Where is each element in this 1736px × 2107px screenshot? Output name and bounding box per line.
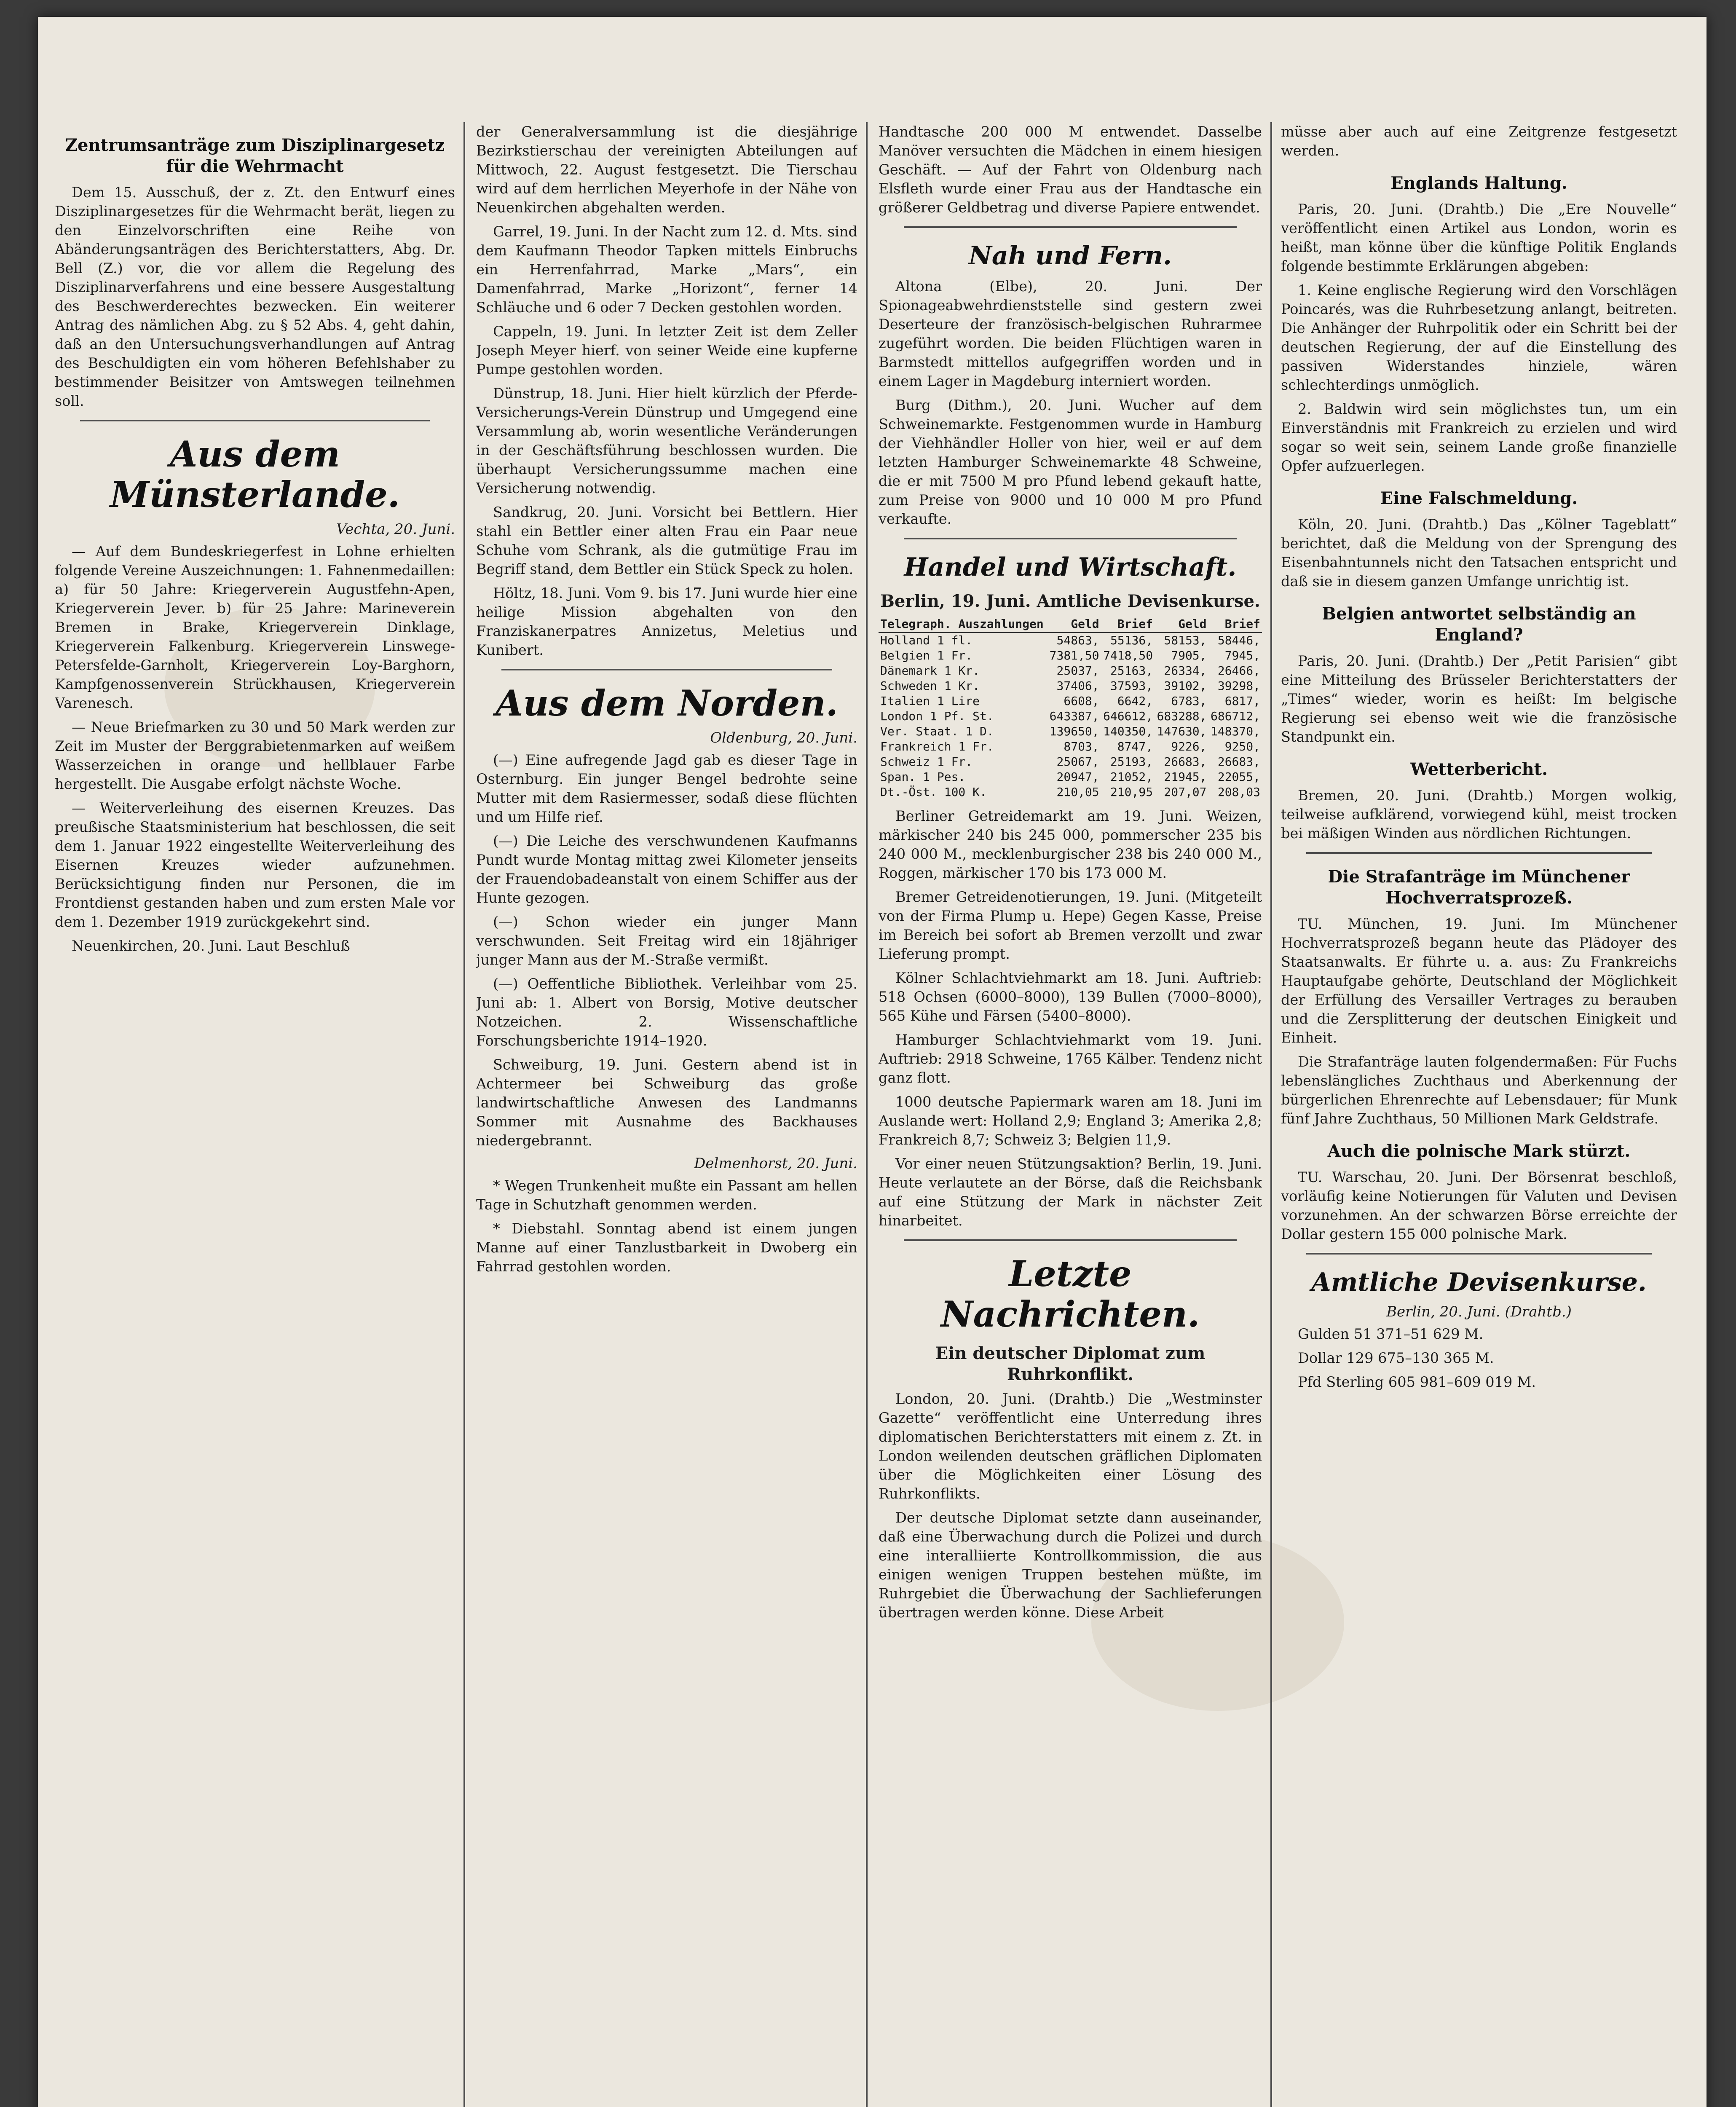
- article-text: TU. München, 19. Juni. Im Münchener Hochverratsprozeß begann heute das Plädoyer des Staatsanwalts. Er führte u. a. aus: Zu Frankreichs Hauptaufgabe gehörte, Deutschland der Möglichkeit der Erfüllung des Versailler Vertrages zu berauben und die Zersplitterung der deutschen Einigkeit und Einheit.: [1281, 916, 1677, 1046]
- dateline: Delmenhorst, 20. Juni.: [694, 1155, 857, 1172]
- article-text: Garrel, 19. Juni. In der Nacht zum 12. d. Mts. sind dem Kaufmann Theodor Tapken mittels Einbruchs ein Herrenfahrrad, Marke „Mars“, ein Damenfahrrad, Marke „Horizont“, ferner 14 Schläuche und 6 oder 7 Decken gestohlen worden.: [476, 223, 857, 316]
- column-4: [1281, 122, 1677, 2107]
- table-cell: 58153,: [1164, 633, 1207, 647]
- table-cell: 6817,: [1224, 694, 1260, 708]
- article-text: Vor einer neuen Stützungsaktion? Berlin, 19. Juni. Heute verlautete an der Börse, daß die Reichsbank auf eine Stützung der Mark in nächster Zeit hinarbeitet.: [879, 1155, 1262, 1229]
- table-cell: 37406,: [1056, 679, 1099, 693]
- article-text: (—) Die Leiche des verschwundenen Kaufmanns Pundt wurde Montag mittag zwei Kilometer jenseits der Frauendobadeanstalt von einem Schiffer aus der Hunte gezogen.: [476, 833, 857, 906]
- column-rule: [1270, 122, 1272, 2107]
- article-text: Bremen, 20. Juni. (Drahtb.) Morgen wolkig, teilweise aufklärend, vorwiegend kühl, meist trocken bei mäßigen Winden aus nördlichen Richtungen.: [1281, 787, 1677, 842]
- headline: Englands Haltung.: [1390, 173, 1567, 193]
- article-text: (—) Oeffentliche Bibliothek. Verleihbar vom 25. Juni ab: 1. Albert von Borsig, Motive deutscher Notzeichen. 2. Wissenschaftliche Forschungsberichte 1914–1920.: [476, 976, 857, 1049]
- exchange-rate-table: [879, 616, 1262, 800]
- table-cell: 148370,: [1210, 724, 1260, 738]
- article-text: * Diebstahl. Sonntag abend ist einem jungen Manne auf einer Tanzlustbarkeit in Dwoberg ein Fahrrad gestohlen worden.: [476, 1220, 857, 1275]
- table-row: [879, 785, 1262, 800]
- table-cell: 25193,: [1110, 755, 1153, 769]
- article-text: — Neue Briefmarken zu 30 und 50 Mark werden zur Zeit im Muster der Berggrabietenmarken auf weißem Wasserzeichen in orange und hellblauer Farbe hergestellt. Die Ausgabe erfolgt nächste Woche.: [55, 719, 455, 792]
- divider: [1306, 852, 1652, 854]
- table-cell: 147630,: [1157, 724, 1207, 738]
- table-header: Geld: [1047, 616, 1101, 633]
- article-text: 2. Baldwin wird sein möglichstes tun, um ein Einverständnis mit Frankreich zu erzielen und wird sogar so weit sein, seinem Lande große finanzielle Opfer aufzuerlegen.: [1281, 401, 1677, 474]
- divider: [904, 226, 1237, 228]
- subheading: Ein deutscher Diplomat zum Ruhrkonflikt.: [935, 1343, 1206, 1384]
- rate-line: Gulden 51 371–51 629 M.: [1298, 1326, 1484, 1342]
- article-text: Altona (Elbe), 20. Juni. Der Spionageabwehrdienststelle sind gestern zwei Deserteure der französisch-belgischen Ruhrarmee zugeführt worden. Die beiden Flüchtigen waren in Barmstedt mittellos aufgegriffen worden und in einem Lager in Magdeburg interniert worden.: [879, 278, 1262, 389]
- article-text: Bremer Getreidenotierungen, 19. Juni. (Mitgeteilt von der Firma Plump u. Hepe) Gegen Kasse, Preise im Bereich bei sofort ab Bremen verzollt und zwar Lieferung prompt.: [879, 889, 1262, 962]
- table-row: [879, 648, 1262, 663]
- table-cell: Schweden 1 Kr.: [880, 679, 980, 693]
- table-cell: 139650,: [1049, 724, 1099, 738]
- table-cell: 21052,: [1110, 770, 1153, 784]
- article-text: — Weiterverleihung des eisernen Kreuzes. Das preußische Staatsministerium hat beschlossen, die seit dem 1. Januar 1922 eingestellte Weiterverleihung des Eisernen Kreuzes wieder aufzunehmen. Berücksichtigung finden nur Personen, die im Frontdienst gestanden haben und zum ersten Male vor dem 1. Dezember 1919 zurückgekehrt sind.: [55, 800, 455, 930]
- table-row: [879, 694, 1262, 709]
- table-cell: 207,07: [1164, 785, 1207, 799]
- table-cell: Span. 1 Pes.: [880, 770, 966, 784]
- table-row: [879, 709, 1262, 724]
- column-rule: [866, 122, 868, 2107]
- table-cell: London 1 Pf. St.: [880, 709, 994, 723]
- table-cell: 26334,: [1164, 664, 1207, 678]
- table-row: [879, 769, 1262, 785]
- article-text: (—) Schon wieder ein junger Mann verschwunden. Seit Freitag wird ein 18jähriger junger Mann aus der M.-Straße vermißt.: [476, 914, 857, 968]
- table-cell: 7381,50: [1049, 649, 1099, 662]
- rate-line: Pfd Sterling 605 981–609 019 M.: [1298, 1374, 1536, 1390]
- table-cell: 26466,: [1217, 664, 1260, 678]
- newspaper-page: [38, 17, 1707, 2107]
- table-cell: 208,03: [1217, 785, 1260, 799]
- table-cell: 210,95: [1110, 785, 1153, 799]
- article-text: Paris, 20. Juni. (Drahtb.) Die „Ere Nouvelle“ veröffentlicht einen Artikel aus London, worin es heißt, man könne über die künftige Politik Englands folgende bestimmte Erklärungen abgeben:: [1281, 201, 1677, 274]
- table-cell: 20947,: [1056, 770, 1099, 784]
- table-cell: 21945,: [1164, 770, 1207, 784]
- table-row: [879, 754, 1262, 769]
- article-text: Schweiburg, 19. Juni. Gestern abend ist in Achtermeer bei Schweiburg das große landwirtschaftliche Anwesen des Landmanns Sommer mit Ausnahme des Backhauses niedergebrannt.: [476, 1056, 857, 1149]
- headline: Eine Falschmeldung.: [1380, 488, 1578, 508]
- divider: [80, 420, 430, 421]
- headline: Wetterbericht.: [1410, 759, 1548, 779]
- table-cell: 210,05: [1056, 785, 1099, 799]
- headline: Die Strafanträge im Münchener Hochverratsprozeß.: [1328, 867, 1630, 908]
- table-cell: 643387,: [1049, 709, 1099, 723]
- table-header: Brief: [1208, 616, 1262, 633]
- table-cell: 9226,: [1171, 740, 1207, 753]
- subheading: Berlin, 19. Juni. Amtliche Devisenkurse.: [880, 591, 1260, 611]
- table-header: Geld: [1155, 616, 1208, 633]
- article-text: Kölner Schlachtviehmarkt am 18. Juni. Auftrieb: 518 Ochsen (6000–8000), 139 Bullen (7000–8000), 565 Kühe und Färsen (5400–8000).: [879, 970, 1262, 1024]
- table-cell: 6783,: [1171, 694, 1207, 708]
- table-cell: 9250,: [1224, 740, 1260, 753]
- table-cell: 7418,50: [1103, 649, 1153, 662]
- table-header-row: [879, 616, 1262, 633]
- table-cell: 646612,: [1103, 709, 1153, 723]
- divider: [904, 1239, 1237, 1241]
- article-text: Cappeln, 19. Juni. In letzter Zeit ist dem Zeller Joseph Meyer hierf. von seiner Weide eine kupferne Pumpe gestohlen worden.: [476, 323, 857, 378]
- article-text: Dem 15. Ausschuß, der z. Zt. den Entwurf eines Disziplinargesetzes für die Wehrmacht berät, liegen zu den Einzelvorschriften eine Reihe von Abänderungsanträgen des Berichterstatters, Abg. Dr. Bell (Z.) vor, die vor allem die Regelung des Disziplinarverfahrens und eine bessere Ausgestaltung des Beschwerderechtes bezwecken. Ein weiterer Antrag des nämlichen Abg. zu § 52 Abs. 4, geht dahin, daß an den Untersuchungsverhandlungen auf Antrag des Beschuldigten ein vom höheren Befehlshaber zu bestimmender Beisitzer von Amtswegen teilnehmen soll.: [55, 184, 455, 409]
- table-cell: 6642,: [1117, 694, 1153, 708]
- table-row: [879, 739, 1262, 754]
- table-cell: 25067,: [1056, 755, 1099, 769]
- column-3: [879, 122, 1262, 2107]
- column-rule: [463, 122, 465, 2107]
- table-row: [879, 633, 1262, 648]
- article-text: * Wegen Trunkenheit mußte ein Passant am hellen Tage in Schutzhaft genommen werden.: [476, 1177, 857, 1213]
- article-text: Die Strafanträge lauten folgendermaßen: Für Fuchs lebenslängliches Zuchthaus und Aberkennung der bürgerlichen Ehrenrechte auf Lebensdauer; für Munk fünf Jahre Zuchthaus, 50 Millionen Mark Geldstrafe.: [1281, 1054, 1677, 1127]
- table-cell: 54863,: [1056, 633, 1099, 647]
- table-header: Brief: [1101, 616, 1155, 633]
- table-row: [879, 724, 1262, 739]
- section-heading: Nah und Fern.: [969, 241, 1172, 271]
- table-cell: 22055,: [1217, 770, 1260, 784]
- table-row: [879, 678, 1262, 694]
- table-cell: Dänemark 1 Kr.: [880, 664, 980, 678]
- dateline: Berlin, 20. Juni. (Drahtb.): [1386, 1303, 1572, 1320]
- table-cell: 686712,: [1210, 709, 1260, 723]
- headline: Auch die polnische Mark stürzt.: [1327, 1141, 1631, 1161]
- headline: Belgien antwortet selbständig an England?: [1322, 604, 1636, 645]
- article-text: Hamburger Schlachtviehmarkt vom 19. Juni. Auftrieb: 2918 Schweine, 1765 Kälber. Tendenz nicht ganz flott.: [879, 1032, 1262, 1086]
- article-text: Handtasche 200 000 M entwendet. Dasselbe Manöver versuchten die Mädchen in einem hiesigen Geschäft. — Auf der Fahrt von Oldenburg nach Elsfleth wurde einer Frau aus der Handtasche ein größerer Geldbetrag und diverse Papiere entwendet.: [879, 123, 1262, 216]
- table-header: Telegraph. Auszahlungen: [879, 616, 1047, 633]
- table-cell: 55136,: [1110, 633, 1153, 647]
- article-text: Burg (Dithm.), 20. Juni. Wucher auf dem Schweinemarkte. Festgenommen wurde in Hamburg der Viehhändler Holler von hier, weil er auf dem letzten Hamburger Schweinemarkte 48 Schweine, die er mit 7500 M pro Pfund lebend gekauft hatte, zum Preise von 9000 und 10 000 M pro Pfund verkaufte.: [879, 397, 1262, 527]
- divider: [904, 538, 1237, 539]
- table-cell: Ver. Staat. 1 D.: [880, 724, 994, 738]
- table-cell: Dt.-Öst. 100 K.: [880, 785, 987, 799]
- table-cell: 25163,: [1110, 664, 1153, 678]
- article-text: — Auf dem Bundeskriegerfest in Lohne erhielten folgende Vereine Auszeichnungen: 1. Fahnenmedaillen: a) für 50 Jahre: Kriegerverein Augustfehn-Apen, Kriegerverein Jever. b) für 25 Jahre: Marineverein Bremen in Brake, Kriegerverein Dinklage, Kriegerverein Falkenburg. Kriegerverein Linswege-Petersfelde-Garnholt, Kriegerverein Loy-Barghorn, Kampfgenossenverein Strückhausen, Kriegerverein Varenesch.: [55, 543, 455, 711]
- table-cell: 39298,: [1217, 679, 1260, 693]
- table-cell: 26683,: [1164, 755, 1207, 769]
- rate-line: Dollar 129 675–130 365 M.: [1298, 1350, 1494, 1366]
- table-cell: 25037,: [1056, 664, 1099, 678]
- table-cell: Frankreich 1 Fr.: [880, 740, 994, 753]
- article-text: 1000 deutsche Papiermark waren am 18. Juni im Auslande wert: Holland 2,9; England 3; Amerika 2,8; Frankreich 8,7; Schweiz 3; Belgien 11,9.: [879, 1094, 1262, 1148]
- section-heading: Aus dem Norden.: [496, 682, 838, 724]
- table-cell: 6608,: [1064, 694, 1099, 708]
- article-text: der Generalversammlung ist die diesjährige Bezirkstierschau der vereinigten Abteilungen auf Mittwoch, 22. August festgesetzt. Die Tierschau wird auf dem herrlichen Meyerhofe in der Nähe von Neuenkirchen abgehalten werden.: [476, 123, 857, 216]
- table-cell: Italien 1 Lire: [880, 694, 980, 708]
- article-text: Paris, 20. Juni. (Drahtb.) Der „Petit Parisien“ gibt eine Mitteilung des Brüsseler Berichterstatters der „Times“ wieder, worin es heißt: Im belgische Regierung sei ebenso weit wie die französische Standpunkt ein.: [1281, 653, 1677, 745]
- table-row: [879, 663, 1262, 678]
- article-text: Der deutsche Diplomat setzte dann auseinander, daß eine Überwachung durch die Polizei und durch eine interalliierte Kontrollkommission, die aus einigen wenigen Truppen bestehen müßte, im Ruhrgebiet die Überwachung der Sachlieferungen übertragen werden könne. Diese Arbeit: [879, 1509, 1262, 1621]
- table-cell: 8747,: [1117, 740, 1153, 753]
- section-heading: Amtliche Devisenkurse.: [1311, 1268, 1647, 1297]
- article-text: (—) Eine aufregende Jagd gab es dieser Tage in Osternburg. Ein junger Bengel bedrohte seine Mutter mit dem Rasiermesser, sodaß diese flüchten und um Hilfe rief.: [476, 752, 857, 825]
- column-1: [55, 122, 455, 2107]
- table-cell: Holland 1 fl.: [880, 633, 973, 647]
- table-cell: Schweiz 1 Fr.: [880, 755, 973, 769]
- table-cell: 7905,: [1171, 649, 1207, 662]
- article-text: Berliner Getreidemarkt am 19. Juni. Weizen, märkischer 240 bis 245 000, pommerscher 235 bis 240 000 M., mecklenburgischer 238 bis 240 000 M., Roggen, märkischer 170 bis 173 000 M.: [879, 808, 1262, 881]
- table-cell: 8703,: [1064, 740, 1099, 753]
- table-cell: 58446,: [1217, 633, 1260, 647]
- table-cell: Belgien 1 Fr.: [880, 649, 973, 662]
- article-text: Höltz, 18. Juni. Vom 9. bis 17. Juni wurde hier eine heilige Mission abgehalten von den Franziskanerpatres Annizetus, Meletius und Kunibert.: [476, 585, 857, 658]
- headline: Zentrumsanträge zum Disziplinargesetz für die Wehrmacht: [65, 135, 445, 176]
- section-heading: Handel und Wirtschaft.: [904, 552, 1237, 582]
- table-cell: 37593,: [1110, 679, 1153, 693]
- table-cell: 7945,: [1224, 649, 1260, 662]
- divider: [501, 669, 832, 670]
- dateline: Vechta, 20. Juni.: [336, 521, 455, 538]
- article-text: Neuenkirchen, 20. Juni. Laut Beschluß: [72, 938, 350, 954]
- article-text: Sandkrug, 20. Juni. Vorsicht bei Bettlern. Hier stahl ein Bettler einer alten Frau ein Paar neue Schuhe vom Schrank, als die gutmütige Frau im Begriff stand, dem Bettler ein Stück Speck zu holen.: [476, 504, 857, 577]
- table-cell: 683288,: [1157, 709, 1207, 723]
- divider: [1306, 1253, 1652, 1255]
- table-cell: 39102,: [1164, 679, 1207, 693]
- dateline: Oldenburg, 20. Juni.: [710, 729, 857, 746]
- column-2: [476, 122, 857, 2107]
- section-heading: Aus dem Münsterlande.: [110, 433, 400, 515]
- table-cell: 140350,: [1103, 724, 1153, 738]
- section-heading: Letzte Nachrichten.: [940, 1253, 1200, 1335]
- article-text: müsse aber auch auf eine Zeitgrenze festgesetzt werden.: [1281, 123, 1677, 159]
- table-cell: 26683,: [1217, 755, 1260, 769]
- article-text: TU. Warschau, 20. Juni. Der Börsenrat beschloß, vorläufig keine Notierungen für Valuten und Devisen vorzunehmen. An der schwarzen Börse erreichte der Dollar gestern 155 000 polnische Mark.: [1281, 1169, 1677, 1242]
- article-text: 1. Keine englische Regierung wird den Vorschlägen Poincarés, was die Ruhrbesetzung anlangt, beitreten. Die Anhänger der Ruhrpolitik oder ein Schritt bei der deutschen Regierung, der auf die Einstellung des passiven Widerstandes hinziele, wären schlechterdings unmöglich.: [1281, 282, 1677, 393]
- article-text: London, 20. Juni. (Drahtb.) Die „Westminster Gazette“ veröffentlicht eine Unterredung ihres diplomatischen Berichterstatters mit einem z. Zt. in London weilenden deutschen gräflichen Diplomaten über die Möglichkeiten einer Lösung des Ruhrkonflikts.: [879, 1391, 1262, 1502]
- article-text: Köln, 20. Juni. (Drahtb.) Das „Kölner Tageblatt“ berichtet, daß die Meldung von der Sprengung des Eisenbahntunnels nicht den Tatsachen entspricht und daß sie in diesem ganzen Umfange unrichtig ist.: [1281, 516, 1677, 590]
- article-text: Dünstrup, 18. Juni. Hier hielt kürzlich der Pferde-Versicherungs-Verein Dünstrup und Umgegend eine Versammlung ab, worin wesentliche Veränderungen in der Geschäftsführung beschlossen wurden. Die überhaupt Versicherungssumme machen eine Versicherung notwendig.: [476, 385, 857, 496]
